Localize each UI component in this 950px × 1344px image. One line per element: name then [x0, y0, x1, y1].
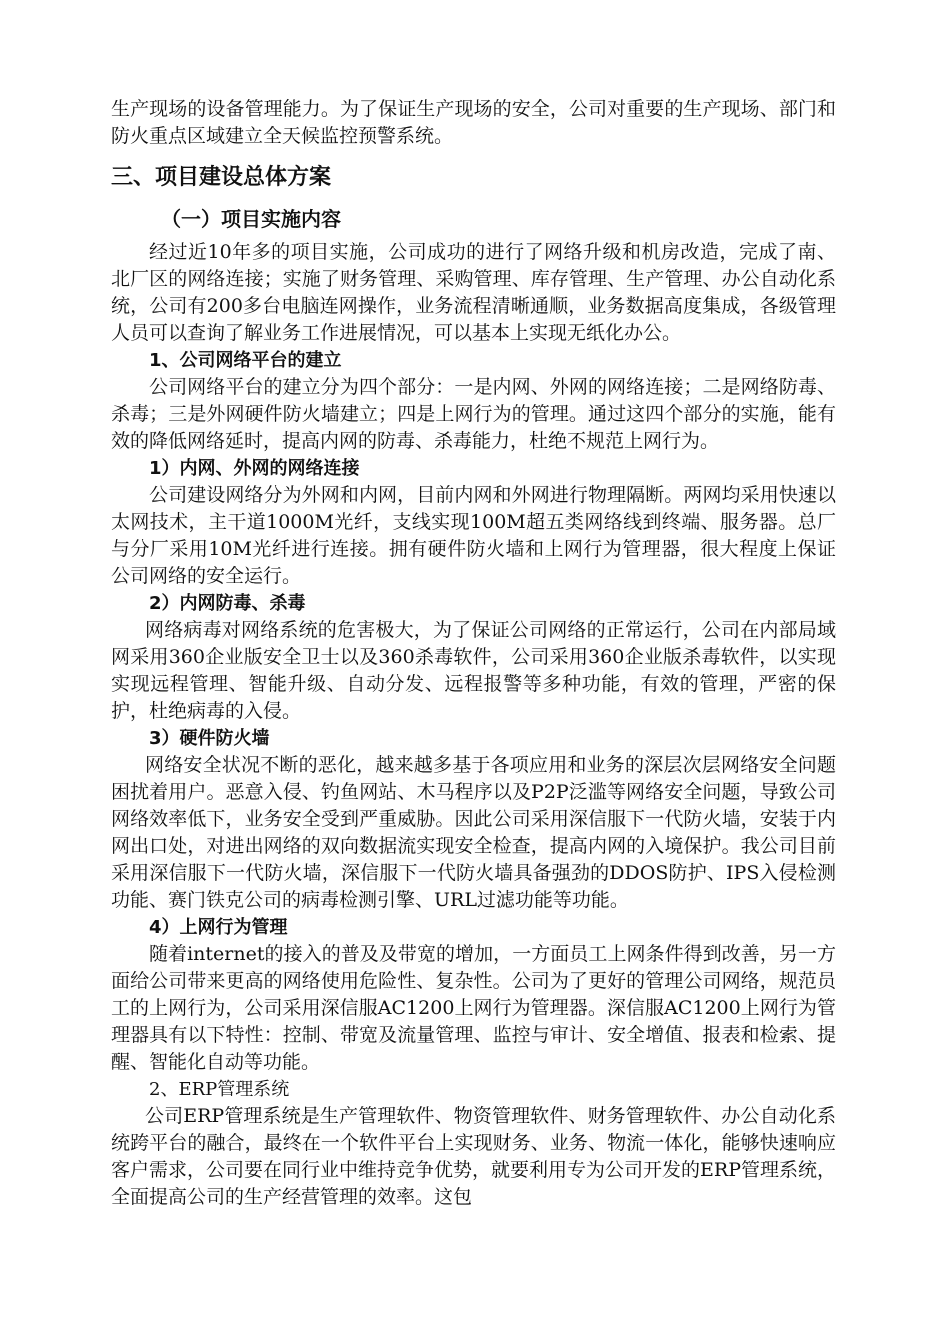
subitem-heading-lan-wan: 1）内网、外网的网络连接 [149, 458, 360, 479]
subitem-heading-firewall: 3）硬件防火墙 [149, 728, 270, 749]
item-heading-network-platform: 1、公司网络平台的建立 [149, 350, 342, 371]
subitem-paragraph-antivirus: 网络病毒对网络系统的危害极大，为了保证公司网络的正常运行，公司在内部局域网采用360企业版安全卫士以及360杀毒软件，公司采用360企业版杀毒软件，以实现实现远程管理、智能升级、自动分发、远程报警等多种功能，有效的管理，严密的保护，杜绝病毒的入侵。 [111, 619, 836, 722]
subitem-heading-behavior-mgmt: 4）上网行为管理 [149, 917, 288, 938]
subitem-heading-antivirus: 2）内网防毒、杀毒 [149, 593, 306, 614]
subitem-paragraph-lan-wan: 公司建设网络分为外网和内网，目前内网和外网进行物理隔断。两网均采用快速以太网技术，主干道1000M光纤，支线实现100M超五类网络线到终端、服务器。总厂与分厂采用10M光纤进行连接。拥有硬件防火墙和上网行为管理器，很大程度上保证公司网络的安全运行。 [111, 484, 836, 587]
item-paragraph-erp: 公司ERP管理系统是生产管理软件、物资管理软件、财务管理软件、办公自动化系统跨平台的融合，最终在一个软件平台上实现财务、业务、物流一体化，能够快速响应客户需求，公司要在同行业中维持竞争优势，就要利用专为公司开发的ERP管理系统，全面提高公司的生产经营管理的效率。这包 [111, 1105, 836, 1208]
intro-paragraph: 生产现场的设备管理能力。为了保证生产现场的安全，公司对重要的生产现场、部门和防火重点区域建立全天候监控预警系统。 [111, 98, 836, 147]
item-heading-erp: 2、ERP管理系统 [149, 1079, 290, 1100]
subsection-heading: （一）项目实施内容 [161, 207, 341, 231]
item-paragraph-network-platform: 公司网络平台的建立分为四个部分：一是内网、外网的网络连接；二是网络防毒、杀毒；三是外网硬件防火墙建立；四是上网行为的管理。通过这四个部分的实施，能有效的降低网络延时，提高内网的防毒、杀毒能力，杜绝不规范上网行为。 [111, 376, 836, 452]
section-heading: 三、项目建设总体方案 [111, 165, 332, 190]
subsection-paragraph: 经过近10年多的项目实施，公司成功的进行了网络升级和机房改造，完成了南、北厂区的网络连接；实施了财务管理、采购管理、库存管理、生产管理、办公自动化系统，公司有200多台电脑连网操作，业务流程清晰通顺，业务数据高度集成，各级管理人员可以查询了解业务工作进展情况，可以基本上实现无纸化办公。 [111, 241, 836, 344]
document-page [111, 96, 836, 1211]
subitem-paragraph-behavior-mgmt: 随着internet的接入的普及及带宽的增加，一方面员工上网条件得到改善，另一方面给公司带来更高的网络使用危险性、复杂性。公司为了更好的管理公司网络，规范员工的上网行为，公司采用深信服AC1200上网行为管理器。深信服AC1200上网行为管理器具有以下特性：控制、带宽及流量管理、监控与审计、安全增值、报表和检索、提醒、智能化自动等功能。 [111, 943, 836, 1073]
subitem-paragraph-firewall: 网络安全状况不断的恶化，越来越多基于各项应用和业务的深层次层网络安全问题困扰着用户。恶意入侵、钓鱼网站、木马程序以及P2P泛滥等网络安全问题，导致公司网络效率低下，业务安全受到严重威胁。因此公司采用深信服下一代防火墙，安装于内网出口处，对进出网络的双向数据流实现安全检查，提高内网的入境保护。我公司目前采用深信服下一代防火墙，深信服下一代防火墙具备强劲的DDOS防护、IPS入侵检测功能、赛门铁克公司的病毒检测引擎、URL过滤功能等功能。 [111, 754, 836, 911]
